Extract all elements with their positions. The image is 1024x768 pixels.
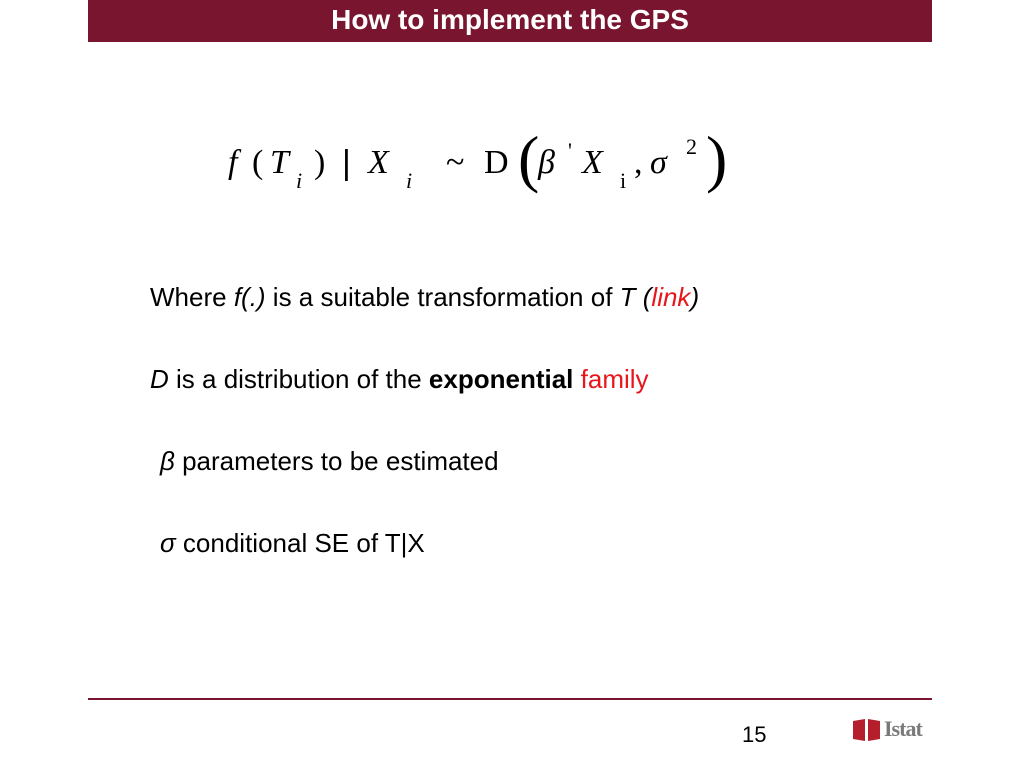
- text-paren-open: (: [635, 282, 652, 312]
- text-T: T: [619, 282, 636, 312]
- formula-open-paren: (: [252, 144, 264, 181]
- formula-D: D: [484, 144, 509, 181]
- text-parameters: parameters to be estimated: [174, 446, 499, 476]
- formula-sigma: σ: [650, 144, 667, 181]
- text-conditional-se: conditional SE of T|X: [175, 528, 425, 558]
- text-link: link: [651, 282, 691, 312]
- line-beta: [160, 446, 499, 477]
- text-beta: β: [160, 446, 175, 476]
- slide-title: How to implement the GPS: [88, 0, 932, 42]
- formula-f: f: [228, 144, 238, 181]
- formula-X2: X: [582, 144, 603, 181]
- formula-sub-i: i: [620, 168, 627, 193]
- line-sigma: [160, 528, 425, 559]
- istat-logo: [852, 716, 932, 744]
- formula-given-bar: |: [342, 144, 351, 182]
- text-transformation: is a suitable transformation of: [265, 282, 620, 312]
- line-distribution: [150, 364, 649, 395]
- text-f-of: f(.): [233, 282, 266, 312]
- formula-beta: β: [538, 144, 555, 181]
- page-number: 15: [742, 722, 767, 747]
- text-D: D: [150, 364, 169, 394]
- formula-sub-i: i: [406, 168, 413, 193]
- formula-comma: ,: [634, 144, 643, 181]
- line-where-f: [150, 282, 699, 313]
- formula-tilde: ~: [446, 144, 465, 181]
- formula-T: T: [270, 144, 289, 181]
- formula-sup-2: 2: [686, 134, 697, 159]
- text-where: Where: [150, 282, 234, 312]
- text-paren-close: ): [690, 282, 700, 312]
- formula-close-paren: ): [314, 144, 326, 181]
- text-family: family: [580, 364, 649, 394]
- formula-sub-i: i: [296, 168, 303, 193]
- formula-big-open-paren: (: [518, 123, 540, 194]
- formula-prime: ': [568, 138, 572, 163]
- formula-big-close-paren: ): [706, 123, 728, 194]
- gps-formula: [228, 123, 748, 208]
- text-space: [573, 364, 580, 394]
- text-distribution: is a distribution of the: [168, 364, 429, 394]
- formula-X: X: [368, 144, 389, 181]
- istat-logo-text: Istat: [884, 716, 922, 741]
- footer-divider: [88, 698, 932, 700]
- text-exponential: exponential: [428, 364, 574, 394]
- text-sigma: σ: [160, 528, 176, 558]
- istat-logo-mark-icon: [852, 718, 882, 742]
